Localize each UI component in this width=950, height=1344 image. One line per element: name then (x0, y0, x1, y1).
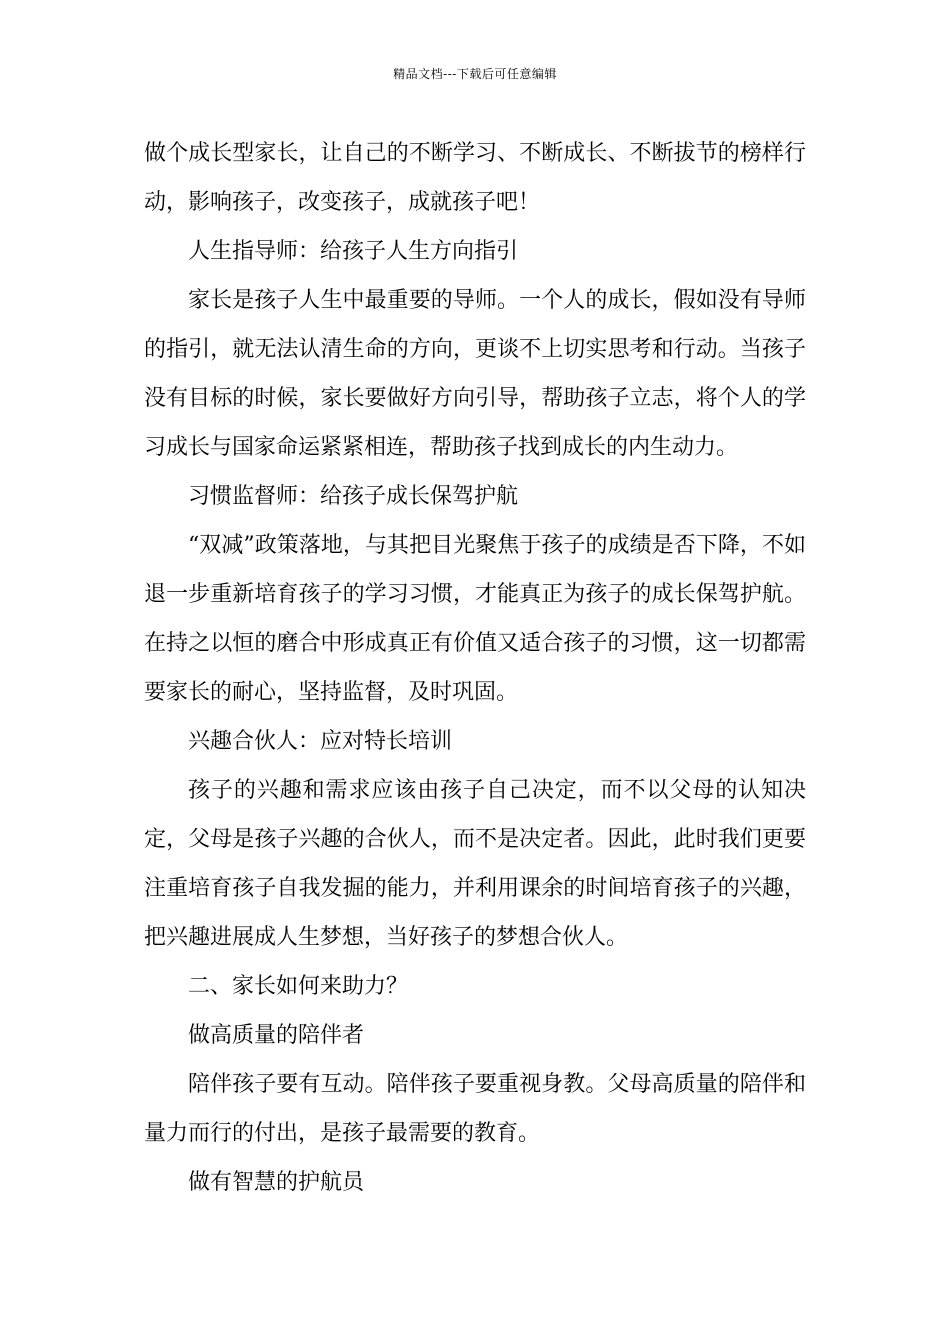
page-header: 精品文档---下载后可任意编辑 (393, 67, 557, 81)
section-heading: 人生指导师：给孩子人生方向指引 (188, 239, 519, 264)
paragraph: 陪伴孩子要有互动。陪伴孩子要重视身教。父母高质量的陪伴和量力而行的付出，是孩子最需要的教育。 (144, 1072, 806, 1146)
section-heading: 做高质量的陪伴者 (188, 1023, 365, 1048)
paragraph: 家长是孩子人生中最重要的导师。一个人的成长，假如没有导师的指引，就无法认清生命的方向，更谈不上切实思考和行动。当孩子没有目标的时候，家长要做好方向引导，帮助孩子立志，将个人的学习成长与国家命运紧紧相连，帮助孩子找到成长的内生动力。 (144, 288, 806, 460)
section-heading: 二、家长如何来助力？ (188, 974, 409, 999)
paragraph: “双减”政策落地，与其把目光聚焦于孩子的成绩是否下降，不如退一步重新培育孩子的学习习惯，才能真正为孩子的成长保驾护航。在持之以恒的磨合中形成真正有价值又适合孩子的习惯，这一切都需要家长的耐心，坚持监督，及时巩固。 (144, 533, 806, 705)
section-heading: 兴趣合伙人：应对特长培训 (188, 729, 453, 754)
document-body (144, 129, 806, 1207)
section-heading: 习惯监督师：给孩子成长保驾护航 (188, 484, 519, 509)
section-heading: 做有智慧的护航员 (188, 1170, 365, 1195)
paragraph: 孩子的兴趣和需求应该由孩子自己决定，而不以父母的认知决定，父母是孩子兴趣的合伙人，而不是决定者。因此，此时我们更要注重培育孩子自我发掘的能力，并利用课余的时间培育孩子的兴趣，把兴趣进展成人生梦想，当好孩子的梦想合伙人。 (144, 778, 806, 950)
paragraph: 做个成长型家长，让自己的不断学习、不断成长、不断拔节的榜样行动，影响孩子，改变孩子，成就孩子吧！ (144, 141, 806, 215)
